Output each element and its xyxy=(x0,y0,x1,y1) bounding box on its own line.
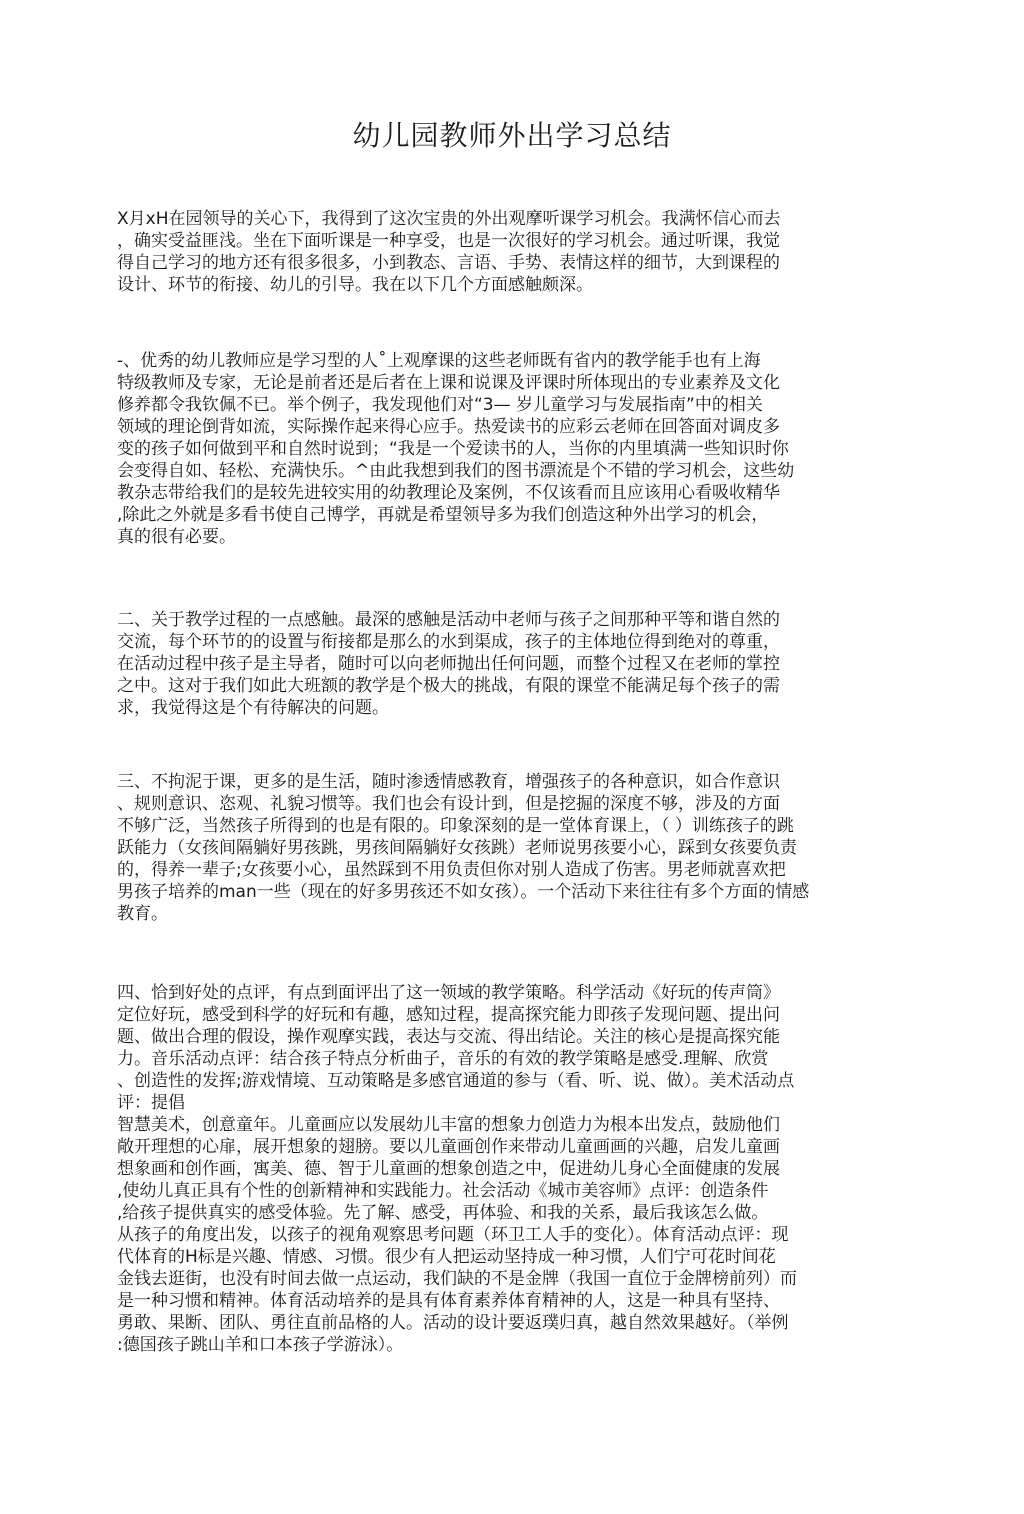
text-line: 求，我觉得这是个有待解决的问题。 xyxy=(117,698,389,718)
text-line: -、优秀的幼儿教师应是学习型的人˚上观摩课的这些老师既有省内的教学能手也有上海 xyxy=(117,351,761,371)
text-line: 会变得自如、轻松、充满快乐。^由此我想到我们的图书漂流是个不错的学习机会，这些幼 xyxy=(117,461,795,481)
text-line: 得自己学习的地方还有很多很多，小到教态、言语、手势、表情这样的细节，大到课程的 xyxy=(117,253,780,273)
text-line: 评：提倡 xyxy=(117,1093,185,1113)
text-line: 想象画和创作画，寓美、德、智于儿童画的想象创造之中，促进幼儿身心全面健康的发展 xyxy=(117,1159,780,1179)
text-line: ,给孩子提供真实的感受体验。先了解、感受，再体验、和我的关系，最后我该怎么做。 xyxy=(117,1203,769,1223)
text-line: 二、关于教学过程的一点感触。最深的感触是活动中老师与孩子之间那种平等和谐自然的 xyxy=(117,610,780,630)
text-line: 在活动过程中孩子是主导者，随时可以向老师抛出任何问题，而整个过程又在老师的掌控 xyxy=(117,654,780,674)
text-line: 、创造性的发挥;游戏情境、互动策略是多感官通道的参与（看、听、说、做）。美术活动点 xyxy=(117,1071,795,1091)
text-line: 定位好玩，感受到科学的好玩和有趣，感知过程，提高探究能力即孩子发现问题、提出问 xyxy=(117,1005,780,1025)
text-line: ，确实受益匪浅。坐在下面听课是一种享受，也是一次很好的学习机会。通过听课，我觉 xyxy=(117,231,780,251)
text-line: 代体育的H标是兴趣、情感、习惯。很少有人把运动坚持成一种习惯，人们宁可花时间花 xyxy=(117,1247,776,1267)
text-line: 教杂志带给我们的是较先进较实用的幼教理论及案例，不仅该看而且应该用心看吸收精华 xyxy=(117,483,780,503)
text-line: 智慧美术，创意童年。儿童画应以发展幼儿丰富的想象力创造力为根本出发点，鼓励他们 xyxy=(117,1115,780,1135)
text-line: 交流，每个环节的的设置与衔接都是那么的水到渠成，孩子的主体地位得到绝对的尊重， xyxy=(117,632,780,652)
paragraph-section-1 xyxy=(117,350,897,548)
text-line: 金钱去逛街，也没有时间去做一点运动，我们缺的不是金牌（我国一直位于金牌榜前列）而 xyxy=(117,1269,797,1289)
text-line: 教育。 xyxy=(117,904,168,924)
text-line: 特级教师及专家，无论是前者还是后者在上课和说课及评课时所体现出的专业素养及文化 xyxy=(117,373,780,393)
paragraph-intro xyxy=(117,208,897,296)
text-line: 力。音乐活动点评：结合孩子特点分析曲子，音乐的有效的教学策略是感受.理解、欣赏 xyxy=(117,1049,769,1069)
text-line: 题、做出合理的假设，操作观摩实践，表达与交流、得出结论。关注的核心是提高探究能 xyxy=(117,1027,780,1047)
text-line: 从孩子的角度出发，以孩子的视角观察思考问题（环卫工人手的变化）。体育活动点评：现 xyxy=(117,1225,789,1245)
text-line: 跃能力（女孩间隔躺好男孩跳，男孩间隔躺好女孩跳）老师说男孩要小心，踩到女孩要负责 xyxy=(117,838,797,858)
text-line: 不够广泛，当然孩子所得到的也是有限的。印象深刻的是一堂体育课上，（ ）训练孩子的跳 xyxy=(117,816,794,836)
text-line: :德国孩子跳山羊和口本孩子学游泳）。 xyxy=(117,1335,404,1355)
text-line: 勇敢、果断、团队、勇往直前品格的人。活动的设计要返璞归真，越自然效果越好。（举例 xyxy=(117,1313,789,1333)
text-line: 是一种习惯和精神。体育活动培养的是具有体育素养体育精神的人，这是一种具有坚持、 xyxy=(117,1291,780,1311)
text-line: 设计、环节的衔接、幼儿的引导。我在以下几个方面感触颇深。 xyxy=(117,275,593,295)
document-title: 幼儿园教师外出学习总结 xyxy=(352,119,672,152)
text-line: ,使幼儿真正具有个性的创新精神和实践能力。社会活动《城市美容师》点评：创造条件 xyxy=(117,1181,769,1201)
paragraph-section-4 xyxy=(117,982,897,1356)
paragraph-section-3 xyxy=(117,771,897,925)
text-line: 之中。这对于我们如此大班额的教学是个极大的挑战，有限的课堂不能满足每个孩子的需 xyxy=(117,676,780,696)
text-line: 敞开理想的心扉，展开想象的翅膀。要以儿童画创作来带动儿童画画的兴趣，启发儿童画 xyxy=(117,1137,780,1157)
text-line: 领域的理论倒背如流，实际操作起来得心应手。热爱读书的应彩云老师在回答面对调皮多 xyxy=(117,417,780,437)
text-line: 变的孩子如何做到平和自然时说到；“我是一个爱读书的人，当你的内里填满一些知识时你 xyxy=(117,439,789,459)
paragraph-section-2 xyxy=(117,609,897,719)
text-line: 真的很有必要。 xyxy=(117,527,236,547)
text-line: 三、不拘泥于课，更多的是生活，随时渗透情感教育，增强孩子的各种意识，如合作意识 xyxy=(117,772,780,792)
text-line: X月xH在园领导的关心下，我得到了这次宝贵的外出观摩听课学习机会。我满怀信心而去 xyxy=(117,209,781,229)
text-line: 四、恰到好处的点评，有点到面评出了这一领域的教学策略。科学活动《好玩的传声筒》 xyxy=(117,983,780,1003)
text-line: ,除此之外就是多看书使自己博学，再就是希望领导多为我们创造这种外出学习的机会， xyxy=(117,505,769,525)
text-line: 的，得养一辈子;女孩要小心，虽然踩到不用负责但你对别人造成了伤害。男老师就喜欢把 xyxy=(117,860,786,880)
text-line: 、规则意识、恣观、礼貌习惯等。我们也会有设计到，但是挖掘的深度不够，涉及的方面 xyxy=(117,794,780,814)
text-line: 男孩子培养的man一些（现在的好多男孩还不如女孩）。一个活动下来往往有多个方面的情感 xyxy=(117,882,810,902)
text-line: 修养都令我钦佩不已。举个例子，我发现他们对“3— 岁儿童学习与发展指南”中的相关 xyxy=(117,395,763,415)
